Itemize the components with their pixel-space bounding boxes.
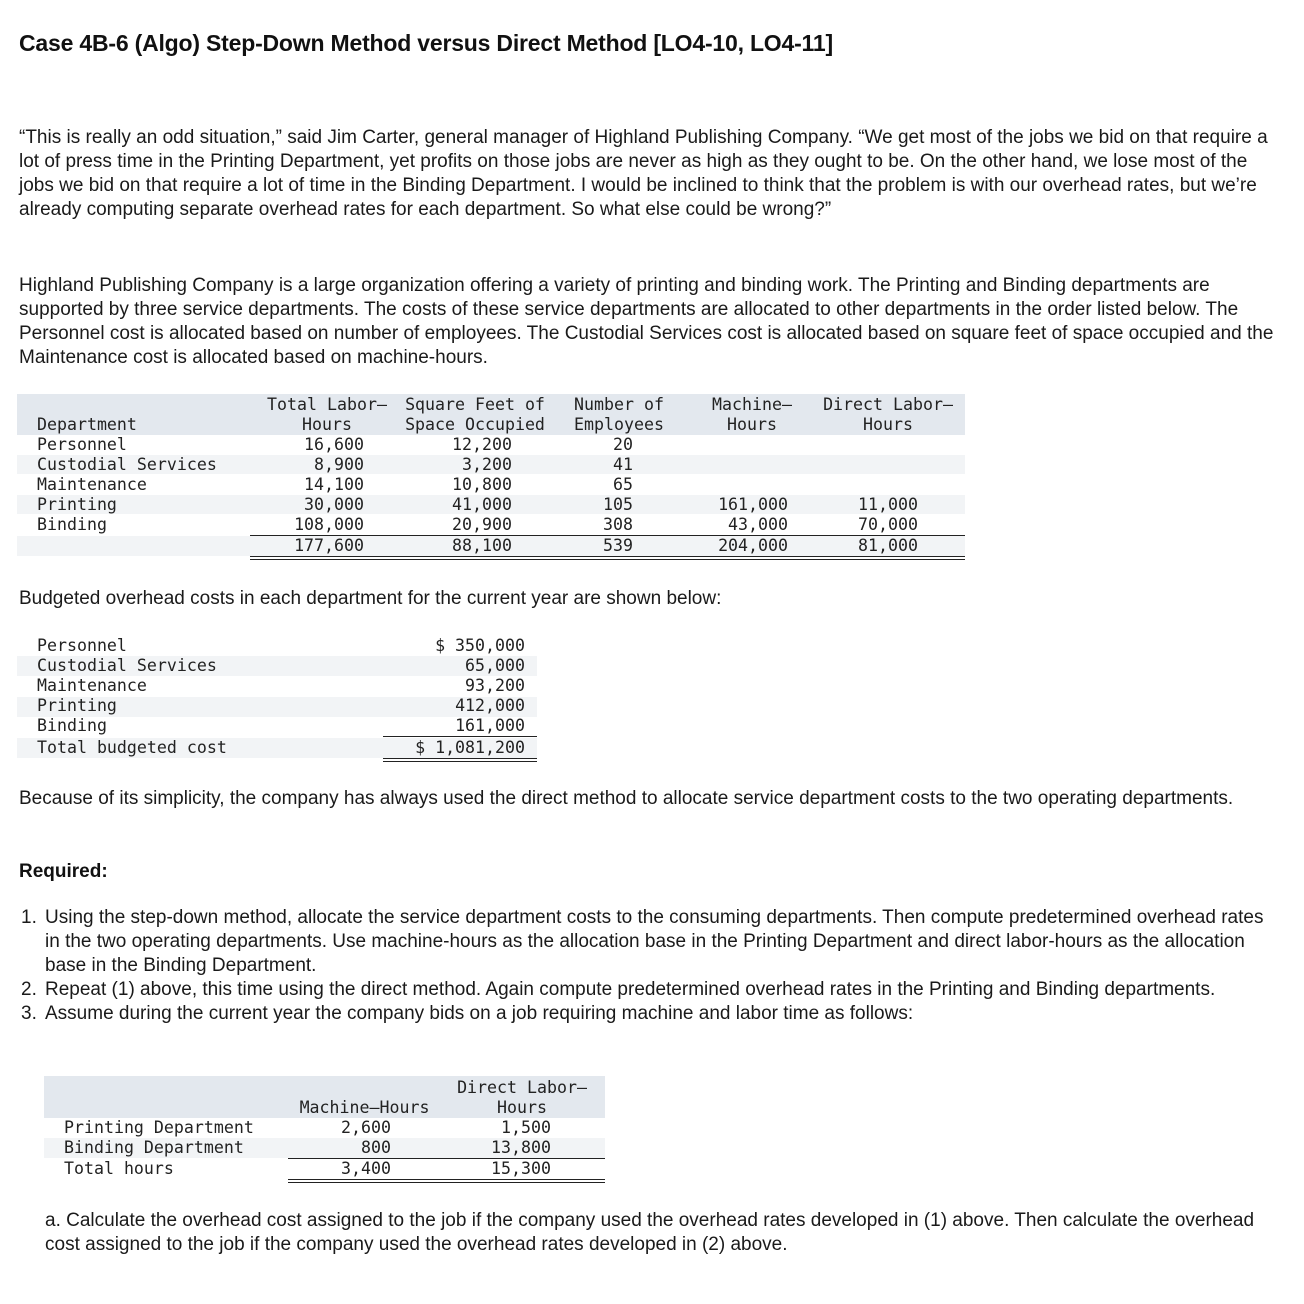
total-double-rule: [250, 556, 965, 560]
job-dept-label: Printing Department: [64, 1118, 254, 1137]
cost-label: Custodial Services: [37, 656, 217, 675]
cost-label: Maintenance: [37, 676, 147, 695]
header-department: Department: [37, 415, 137, 434]
quote-paragraph: “This is really an odd situation,” said Jim Carter, general manager of Highland Publishing Company. “We get most of the jobs we bid on that require a lot of press time in the Printing Department, yet profits on those jobs are never as high as they ought to be. On the other hand, we lose most of the jobs we bid on that require a lot of time in the Binding Department. I would be inclined to think that the problem is with our overhead rates, but we’re already computing separate overhead rates for each department. So what else could be wrong?”: [19, 127, 1268, 220]
labor-hours-value: 30,000: [304, 495, 364, 514]
required-item-text: Using the step-down method, allocate the service department costs to the consuming departments. Then compute predetermined overhead rates in the two operating departments. Use machine-hours as the allocation base in the Printing Department and direct labor-hours as the allocation base in the Binding Department.: [45, 907, 1264, 976]
total-sqft: 88,100: [452, 536, 512, 555]
department-data-table: [17, 394, 967, 560]
labor-hours-value: 16,600: [304, 435, 364, 454]
employees-value: 308: [603, 515, 633, 534]
machine-hours-value: 43,000: [728, 515, 788, 534]
sqft-value: 41,000: [452, 495, 512, 514]
total-employees: 539: [603, 536, 633, 555]
dept-name: Printing: [37, 495, 117, 514]
cost-value: 93,200: [465, 676, 525, 695]
job-dlh: 13,800: [491, 1138, 551, 1157]
page-title: Case 4B-6 (Algo) Step-Down Method versus Direct Method [LO4-10, LO4-11]: [19, 30, 833, 56]
cost-value: $ 350,000: [435, 636, 525, 655]
subtotal-rule: [383, 736, 537, 737]
header-machine-hours: Machine–Hours: [299, 1098, 430, 1117]
sqft-value: 12,200: [452, 435, 512, 454]
dept-name: Personnel: [37, 435, 127, 454]
required-item-number: 3.: [21, 1003, 37, 1024]
header-direct-labor-hours: Direct Labor–: [457, 1078, 587, 1097]
labor-hours-value: 14,100: [304, 475, 364, 494]
header-direct-labor-hours: Hours: [497, 1098, 547, 1117]
total-machine-hours: 204,000: [718, 536, 788, 555]
cost-label: Personnel: [37, 636, 127, 655]
required-item: [19, 978, 1269, 1002]
header-labor-hours: Total Labor–: [267, 395, 387, 414]
budgeted-cost-table: [17, 636, 542, 764]
cost-value: 412,000: [455, 696, 525, 715]
header-direct-labor-hours: Hours: [863, 415, 913, 434]
job-dlh: 1,500: [501, 1118, 551, 1137]
job-hours-table: [44, 1076, 609, 1186]
employees-value: 105: [603, 495, 633, 514]
header-employees: Number of: [574, 395, 664, 414]
required-heading: Required:: [19, 861, 108, 882]
job-total-dlh: 15,300: [491, 1159, 551, 1178]
header-labor-hours: Hours: [302, 415, 352, 434]
budget-intro: Budgeted overhead costs in each department for the current year are shown below:: [19, 588, 722, 609]
required-item-text: Repeat (1) above, this time using the direct method. Again compute predetermined overhead rates in the Printing and Binding departments.: [45, 979, 1216, 1000]
required-item: [19, 1002, 1269, 1026]
employees-value: 65: [613, 475, 633, 494]
labor-hours-value: 108,000: [294, 515, 364, 534]
total-labor-hours: 177,600: [294, 536, 364, 555]
job-total-label: Total hours: [64, 1159, 174, 1178]
employees-value: 41: [613, 455, 633, 474]
dlh-value: 70,000: [858, 515, 918, 534]
job-machine-hours: 800: [361, 1138, 391, 1157]
total-dlh: 81,000: [858, 536, 918, 555]
dept-name: Custodial Services: [37, 455, 217, 474]
header-machine-hours: Hours: [727, 415, 777, 434]
total-double-rule: [383, 758, 537, 762]
required-item-number: 1.: [21, 907, 37, 928]
header-square-feet: Space Occupied: [405, 415, 545, 434]
cost-label: Printing: [37, 696, 117, 715]
total-double-rule: [288, 1179, 605, 1183]
total-cost-value: $ 1,081,200: [415, 738, 525, 757]
job-dept-label: Binding Department: [64, 1138, 244, 1157]
simplicity-paragraph: Because of its simplicity, the company has always used the direct method to allocate service department costs to the two operating departments.: [19, 788, 1234, 809]
total-cost-label: Total budgeted cost: [37, 738, 227, 757]
required-item-text: Assume during the current year the company bids on a job requiring machine and labor time as follows:: [45, 1003, 914, 1024]
header-square-feet: Square Feet of: [405, 395, 545, 414]
sqft-value: 10,800: [452, 475, 512, 494]
dept-name: Maintenance: [37, 475, 147, 494]
required-item: [19, 906, 1269, 978]
dlh-value: 11,000: [858, 495, 918, 514]
required-list: [19, 906, 1269, 1026]
sub-question-a: a. Calculate the overhead cost assigned to the job if the company used the overhead rates developed in (1) above. Then calculate the overhead cost assigned to the job if the company used the overhead rates developed in (2) above.: [45, 1210, 1255, 1255]
cost-value: 161,000: [455, 716, 525, 735]
labor-hours-value: 8,900: [314, 455, 364, 474]
sqft-value: 20,900: [452, 515, 512, 534]
dept-name: Binding: [37, 515, 107, 534]
cost-value: 65,000: [465, 656, 525, 675]
header-employees: Employees: [574, 415, 664, 434]
job-total-machine-hours: 3,400: [341, 1159, 391, 1178]
header-direct-labor-hours: Direct Labor–: [823, 395, 953, 414]
header-machine-hours: Machine–: [712, 395, 792, 414]
intro-paragraph: Highland Publishing Company is a large organization offering a variety of printing and binding work. The Printing and Binding departments are supported by three service departments. The costs of these service departments are allocated to other departments in the order listed below. The Personnel cost is allocated based on number of employees. The Custodial Services cost is allocated based on square feet of space occupied and the Maintenance cost is allocated based on machine-hours.: [19, 275, 1274, 368]
required-item-number: 2.: [21, 979, 37, 1000]
cost-label: Binding: [37, 716, 107, 735]
machine-hours-value: 161,000: [718, 495, 788, 514]
employees-value: 20: [613, 435, 633, 454]
sqft-value: 3,200: [462, 455, 512, 474]
job-machine-hours: 2,600: [341, 1118, 391, 1137]
